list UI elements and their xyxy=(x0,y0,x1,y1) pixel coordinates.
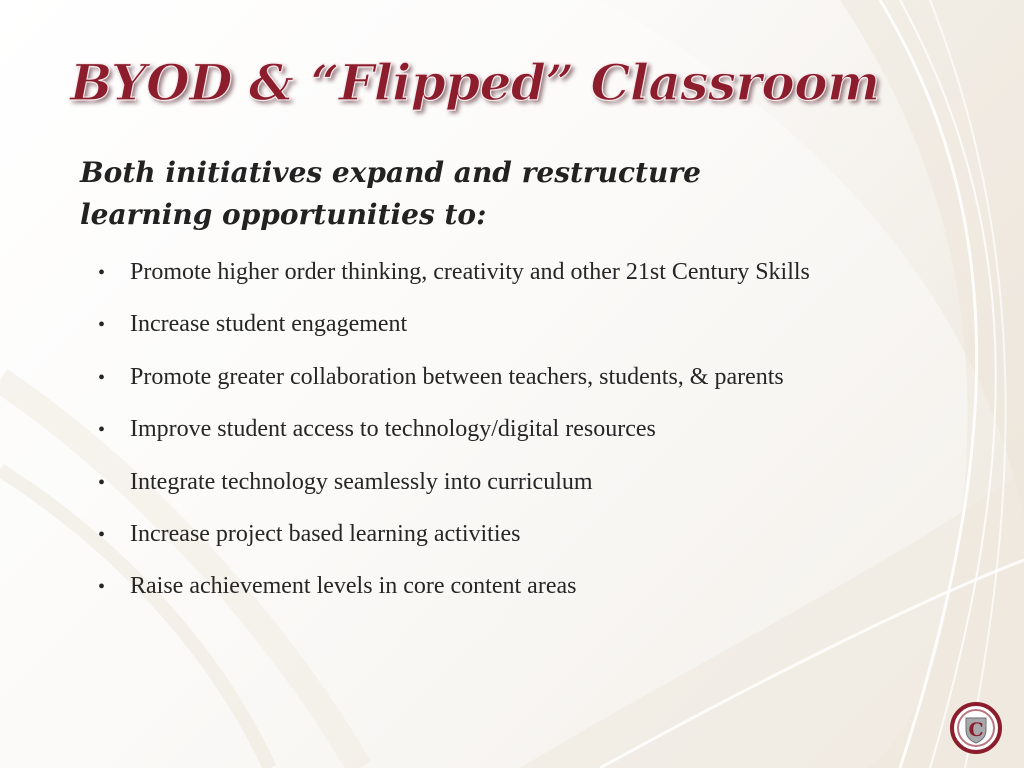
bullet-dot-icon: • xyxy=(98,576,106,599)
school-crest-icon xyxy=(950,702,1002,754)
slide-title: BYOD & “Flipped” Classroom xyxy=(70,53,880,112)
slide-subtitle: Both initiatives expand and restructure learning opportunities to: xyxy=(80,156,701,231)
bullet-text: Increase student engagement xyxy=(130,311,408,338)
bullet-dot-icon: • xyxy=(98,471,106,494)
bullet-text: Increase project based learning activities xyxy=(130,520,521,547)
bullet-dot-icon: • xyxy=(98,523,106,546)
bullet-dot-icon: • xyxy=(98,314,106,337)
bullet-dot-icon: • xyxy=(98,262,106,284)
bullet-text: Promote higher order thinking, creativity and other 21st Century Skills xyxy=(130,259,810,285)
bullet-item xyxy=(98,566,810,618)
bullet-item xyxy=(98,304,810,356)
bullet-text: Promote greater collaboration between teachers, students, & parents xyxy=(130,363,784,390)
bullet-text: Raise achievement levels in core content areas xyxy=(130,573,577,600)
bullet-dot-icon: • xyxy=(98,366,106,389)
logo-letter: C xyxy=(968,719,984,741)
bullet-item xyxy=(98,409,810,461)
bullet-text: Integrate technology seamlessly into curriculum xyxy=(130,468,593,495)
bullet-item xyxy=(98,357,810,409)
bullet-item xyxy=(98,514,810,566)
bullet-list xyxy=(98,252,810,619)
bullet-item xyxy=(98,462,810,514)
bullet-dot-icon: • xyxy=(98,419,106,442)
bullet-item xyxy=(98,252,810,304)
bullet-text: Improve student access to technology/digital resources xyxy=(130,416,656,443)
